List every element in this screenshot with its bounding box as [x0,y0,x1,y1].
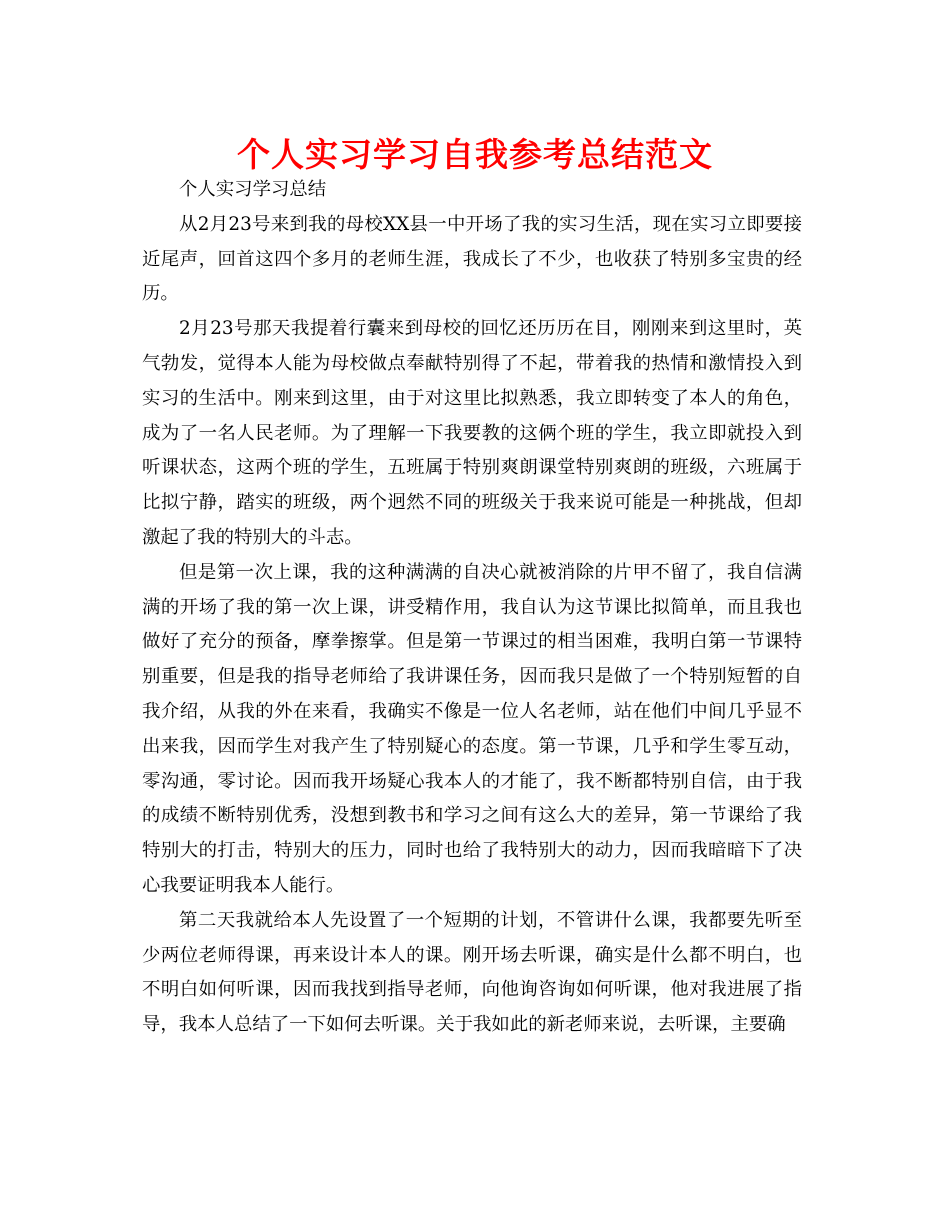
paragraph: 2月23号那天我提着行囊来到母校的回忆还历历在目，刚刚来到这里时，英气勃发，觉得本人能为母校做点奉献特别得了不起，带着我的热情和激情投入到实习的生活中。刚来到这里，由于对这里比拟熟悉，我立即转变了本人的角色，成为了一名人民老师。为了理解一下我要教的这俩个班的学生，我立即就投入到听课状态，这两个班的学生，五班属于特别爽朗课堂特别爽朗的班级，六班属于比拟宁静，踏实的班级，两个迥然不同的班级关于我来说可能是一种挑战，但却激起了我的特别大的斗志。 [142,318,802,548]
paragraph: 从2月23号来到我的母校XX县一中开场了我的实习生活，现在实习立即要接近尾声，回首这四个多月的老师生涯，我成长了不少，也收获了特别多宝贵的经历。 [142,213,802,305]
document-title: 个人实习学习自我参考总结范文 [237,135,713,174]
paragraph: 第二天我就给本人先设置了一个短期的计划，不管讲什么课，我都要先听至少两位老师得课，再来设计本人的课。刚开场去听课，确实是什么都不明白，也不明白如何听课，因而我找到指导老师，向他询咨询如何听课，他对我进展了指导，我本人总结了一下如何去听课。关于我如此的新老师来说，去听课，主要确 [142,909,802,1036]
document-body [142,173,802,1043]
paragraph-subtitle: 个人实习学习总结 [179,179,327,200]
paragraph: 但是第一次上课，我的这种满满的自决心就被消除的片甲不留了，我自信满满的开场了我的第一次上课，讲受精作用，我自认为这节课比拟简单，而且我也做好了充分的预备，摩拳擦掌。但是第一节课过的相当困难，我明白第一节课特别重要，但是我的指导老师给了我讲课任务，因而我只是做了一个特别短暂的自我介绍，从我的外在来看，我确实不像是一位人名老师，站在他们中间几乎显不出来我，因而学生对我产生了特别疑心的态度。第一节课，几乎和学生零互动，零沟通，零讨论。因而我开场疑心我本人的才能了，我不断都特别自信，由于我的成绩不断特别优秀，没想到教书和学习之间有这么大的差异，第一节课给了我特别大的打击，特别大的压力，同时也给了我特别大的动力，因而我暗暗下了决心我要证明我本人能行。 [142,561,802,896]
